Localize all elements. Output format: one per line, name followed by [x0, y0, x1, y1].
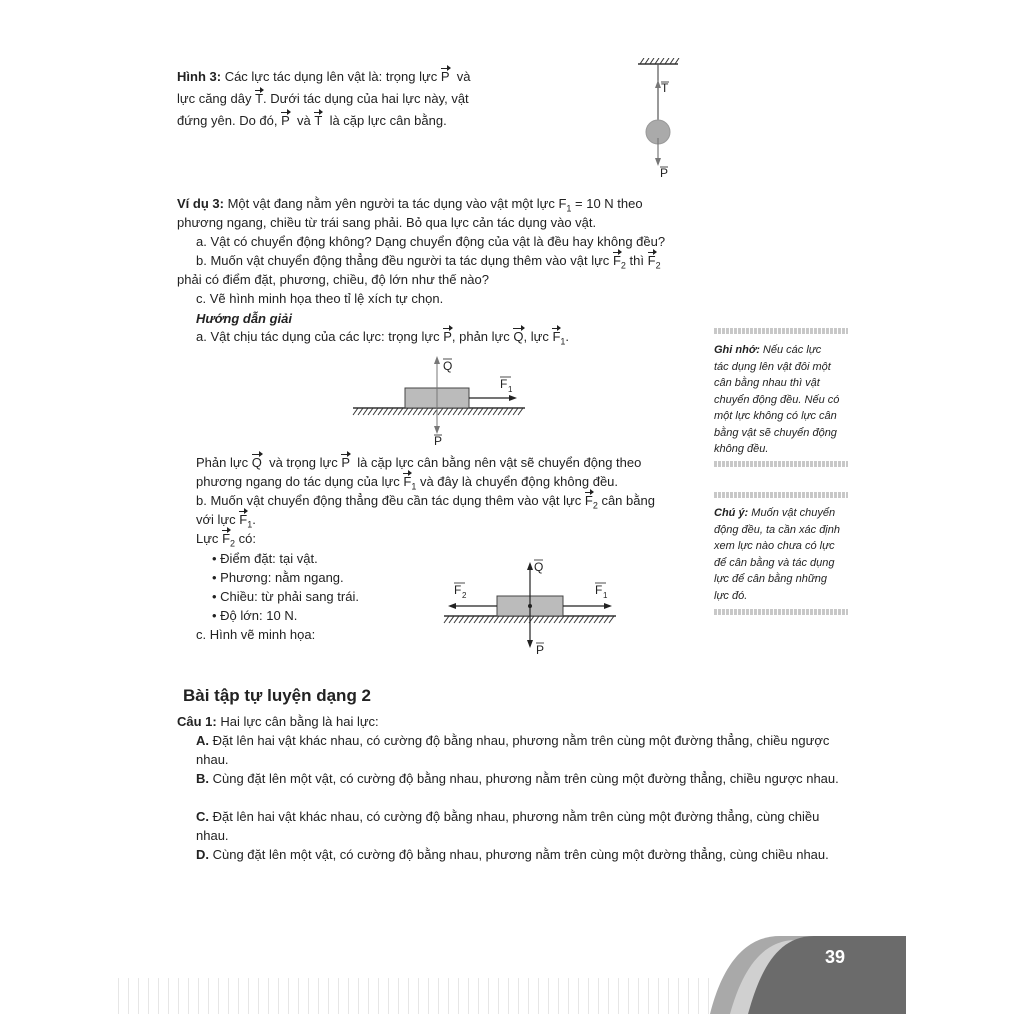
fig3-line-2: lực căng dây T. Dưới tác dụng của hai lực này, vật [177, 91, 469, 106]
solution-a-line-2: Phản lực Q và trọng lực P là cặp lực cân bằng nên vật sẽ chuyển động theo [196, 455, 642, 470]
note-divider [714, 328, 848, 334]
solution-c-line: c. Hình vẽ minh họa: [196, 627, 316, 642]
fig3-line-1: Hình 3: Các lực tác dụng lên vật là: trọng lực P và [177, 69, 471, 84]
page-number: 39 [825, 947, 846, 967]
solution-b-line-3: Lực $F_2$ có: [196, 531, 256, 549]
note-divider [714, 609, 848, 615]
example-line-1: Ví dụ 3: Một vật đang nằm yên người ta tác dụng vào vật một lực $F_1 = 10$ N theo [177, 196, 643, 214]
footer-stripes [118, 978, 718, 1014]
bullet-4: • Độ lớn: 10 N. [212, 608, 298, 623]
svg-text:1: 1 [603, 591, 608, 600]
example-line-5: phải có điểm đặt, phương, chiều, độ lớn như thế nào? [177, 272, 489, 287]
solution-a-line-3: phương ngang do tác dụng của lực $F_1$ và đây là chuyển động không đều. [196, 474, 619, 492]
svg-text:1: 1 [508, 385, 513, 394]
note-attention: Chú ý: Muốn vật chuyển động đều, ta cần xác định xem lực nào chưa có lực để cân bằng và tác dụng lực để cân bằng những lực đó. [714, 507, 840, 602]
svg-text:F: F [454, 583, 462, 597]
question-1: Câu 1: Hai lực cân bằng là hai lực: [177, 714, 379, 729]
exercise-heading: Bài tập tự luyện dạng 2 [183, 686, 372, 705]
bullet-1: • Điểm đặt: tại vật. [212, 551, 318, 566]
bullet-3: • Chiều: từ phải sang trái. [212, 589, 359, 604]
option-b: B. Cùng đặt lên một vật, có cường độ bằng nhau, phương nằm trên cùng một đường thẳng, chiều ngược nhau. [196, 771, 839, 786]
note-divider [714, 461, 848, 467]
bullet-2: • Phương: nằm ngang. [212, 570, 344, 585]
page-tab [690, 934, 906, 1014]
svg-text:F: F [595, 583, 603, 597]
option-d: D. Cùng đặt lên một vật, có cường độ bằng nhau, phương nằm trên cùng một đường thẳng, cùng chiều nhau. [196, 847, 829, 862]
svg-text:F: F [500, 377, 508, 391]
tension-label: T [661, 81, 669, 95]
fig3-line-3: đứng yên. Do đó, P và T là cặp lực cân bằng. [177, 113, 447, 128]
svg-text:P: P [536, 643, 545, 657]
example-line-6: c. Vẽ hình minh họa theo tỉ lệ xích tự chọn. [196, 291, 444, 306]
solution-a-line-1: a. Vật chịu tác dụng của các lực: trọng lực P, phản lực Q, lực $F_1$. [196, 329, 570, 347]
svg-text:Q: Q [443, 359, 453, 373]
block-figure-1 [345, 352, 535, 448]
example-line-2: phương ngang, chiều từ trái sang phải. Bỏ qua lực cản tác dụng vào vật. [177, 215, 597, 230]
block-figure-2 [440, 556, 620, 660]
option-a: A. Đặt lên hai vật khác nhau, có cường độ bằng nhau, phương nằm trên cùng một đường thẳng, chiều ngược nhau. [196, 733, 830, 767]
example-line-3: a. Vật có chuyển động không? Dạng chuyển động của vật là đều hay không đều? [196, 234, 666, 249]
hanging-ball-figure [630, 58, 690, 186]
svg-text:Q: Q [534, 560, 544, 574]
example-line-4: b. Muốn vật chuyển động thẳng đều người ta tác dụng thêm vào vật lực $F_2$ thì $F_2$ [196, 253, 661, 271]
option-c: C. Đặt lên hai vật khác nhau, có cường độ bằng nhau, phương nằm trên cùng một đường thẳng, cùng chiều nhau. [196, 809, 820, 843]
solution-title: Hướng dẫn giải [196, 311, 293, 326]
svg-text:2: 2 [462, 591, 467, 600]
weight-label: P [660, 166, 669, 180]
note-remember: Ghi nhớ: Nếu các lực tác dụng lên vật đôi một cân bằng nhau thì vật chuyển động đều. Nếu có một lực không có lực cân bằng vật sẽ chuyển động không đều. [714, 344, 840, 455]
svg-text:P: P [434, 434, 443, 448]
solution-b-line-1: b. Muốn vật chuyển động thẳng đều cần tác dụng thêm vào vật lực $F_2$ cân bằng [196, 493, 655, 511]
note-divider [714, 492, 848, 498]
solution-b-line-2: với lực $F_1$. [196, 512, 256, 530]
